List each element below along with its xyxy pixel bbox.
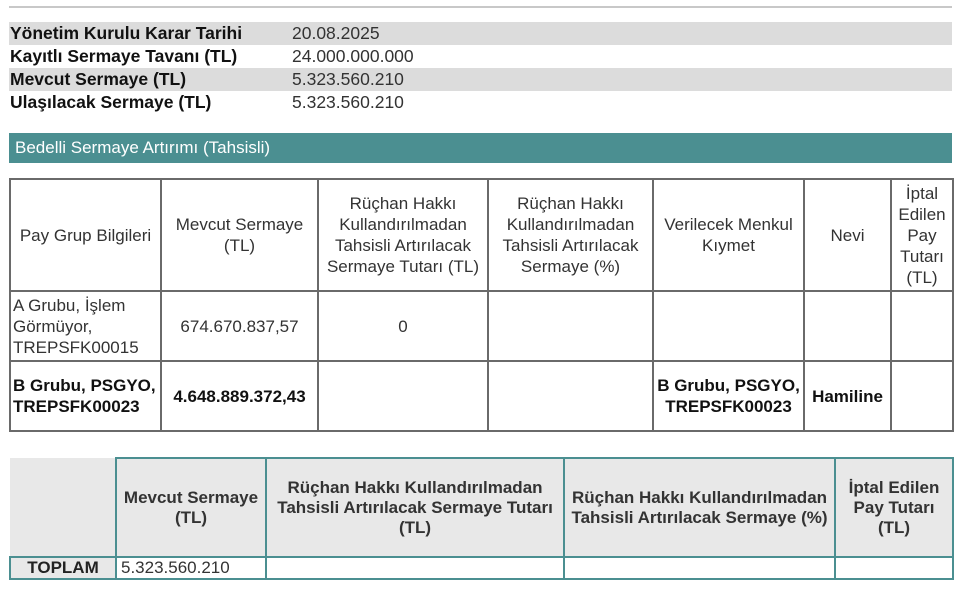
column-header: İptal Edilen Pay Tutarı (TL): [835, 458, 953, 557]
type-cell: [804, 291, 891, 361]
info-row: [9, 68, 952, 91]
table-row: [10, 291, 953, 361]
info-value: 20.08.2025: [292, 22, 952, 45]
column-header: Rüçhan Hakkı Kullandırılmadan Tahsisli Artırılacak Sermaye (%): [488, 179, 653, 291]
column-header-blank: [10, 458, 116, 557]
total-capital-cell: 5.323.560.210: [116, 557, 266, 579]
group-cell: B Grubu, PSGYO, TREPSFK00023: [10, 361, 161, 431]
cancelled-cell: [891, 361, 953, 431]
total-cancelled-cell: [835, 557, 953, 579]
total-row: [10, 557, 953, 579]
column-header: Pay Grup Bilgileri: [10, 179, 161, 291]
table-header-row: [10, 179, 953, 291]
table-row: [10, 361, 953, 431]
type-cell: Hamiline: [804, 361, 891, 431]
security-cell: [653, 291, 804, 361]
column-header: Rüçhan Hakkı Kullandırılmadan Tahsisli Artırılacak Sermaye Tutarı (TL): [318, 179, 488, 291]
column-header: Mevcut Sermaye (TL): [116, 458, 266, 557]
percent-cell: [488, 361, 653, 431]
share-group-table: [9, 178, 954, 432]
total-table: [9, 457, 954, 580]
total-label: TOPLAM: [10, 557, 116, 579]
amount-cell: 0: [318, 291, 488, 361]
group-cell: A Grubu, İşlem Görmüyor, TREPSFK00015: [10, 291, 161, 361]
total-amount-cell: [266, 557, 564, 579]
column-header: Verilecek Menkul Kıymet: [653, 179, 804, 291]
column-header: İptal Edilen Pay Tutarı (TL): [891, 179, 953, 291]
info-row: [9, 45, 952, 68]
info-label: Kayıtlı Sermaye Tavanı (TL): [10, 46, 238, 66]
capital-cell: 4.648.889.372,43: [161, 361, 318, 431]
security-cell: B Grubu, PSGYO, TREPSFK00023: [653, 361, 804, 431]
capital-cell: 674.670.837,57: [161, 291, 318, 361]
amount-cell: [318, 361, 488, 431]
info-label: Ulaşılacak Sermaye (TL): [10, 92, 212, 112]
total-header-row: [10, 458, 953, 557]
capital-info-table: [9, 22, 952, 114]
column-header: Rüçhan Hakkı Kullandırılmadan Tahsisli Artırılacak Sermaye (%): [564, 458, 835, 557]
info-row: [9, 91, 952, 114]
info-value: 5.323.560.210: [292, 92, 404, 112]
column-header: Mevcut Sermaye (TL): [161, 179, 318, 291]
info-value: 24.000.000.000: [292, 46, 414, 66]
info-value: 5.323.560.210: [292, 68, 952, 91]
section-title-bar: Bedelli Sermaye Artırımı (Tahsisli): [9, 133, 952, 163]
cancelled-cell: [891, 291, 953, 361]
column-header: Rüçhan Hakkı Kullandırılmadan Tahsisli Artırılacak Sermaye Tutarı (TL): [266, 458, 564, 557]
top-divider: [9, 6, 952, 8]
column-header: Nevi: [804, 179, 891, 291]
total-percent-cell: [564, 557, 835, 579]
info-label: Yönetim Kurulu Karar Tarihi: [9, 22, 292, 45]
info-row: [9, 22, 952, 45]
percent-cell: [488, 291, 653, 361]
info-label: Mevcut Sermaye (TL): [9, 68, 292, 91]
